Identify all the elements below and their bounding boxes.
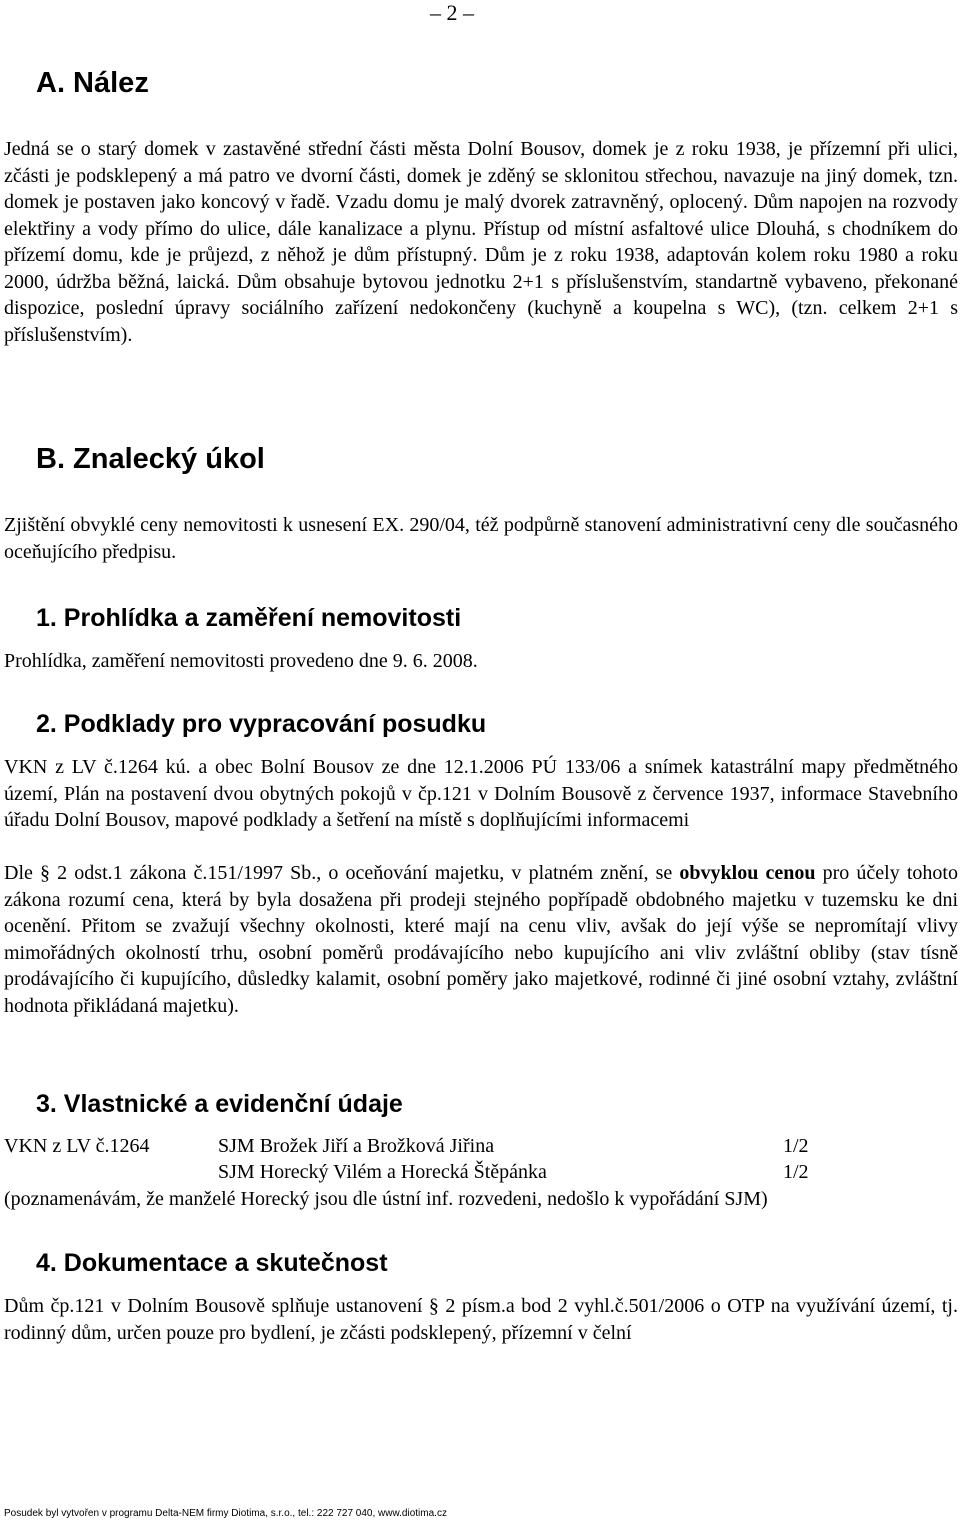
section-1-heading: 1. Prohlídka a zaměření nemovitosti <box>36 604 462 632</box>
section-4-heading: 4. Dokumentace a skutečnost <box>36 1249 388 1277</box>
law-text-after: pro účely tohoto zákona rozumí cena, která by byla dosažena při prodeji stejného popřípadě obdobného majetku v tuzemsku ke dni ocenění. Přitom se zvažují všechny okolnosti, které mají na cenu vliv, avšak do její výše se nepromítají vlivy mimořádných okolností trhu, osobní poměrů prodávajícího nebo kupujícího ani vliv zvláštní obliby (stav tísně prodávajícího či kupujícího, důsledky kalamit, osobní poměry jako majetkové, rodinné či jiné osobní vztahy, zvláštní hodnota přikládaná majetku). <box>4 862 958 1017</box>
owner-name: SJM Brožek Jiří a Brožková Jiřina <box>218 1135 495 1157</box>
footer-credit: Posudek byl vytvořen v programu Delta-NEM firmy Diotima, s.r.o., tel.: 222 727 040, www.diotima.cz <box>4 1508 447 1519</box>
ownership-note: (poznamenávám, že manželé Horecký jsou dle ústní inf. rozvedeni, nedošlo k vypořádání SJM) <box>4 1188 768 1210</box>
section-4-text: Dům čp.121 v Dolním Bousově splňuje ustanovení § 2 písm.a bod 2 vyhl.č.501/2006 o OTP na využívání území, tj. rodinný dům, určen pouze pro bydlení, je zčásti podsklepený, přízemní v čelní <box>4 1295 958 1344</box>
section-a-text: Jedná se o starý domek v zastavěné střední části města Dolní Bousov, domek je z roku 1938, je přízemní při ulici, zčásti je podsklepený a má patro ve dvorní části, domek je zděný se sklonitou střechou, navazuje na jiný domek, tzn. domek je postaven jako koncový v řadě. Vzadu domu je malý dvorek zatravněný, oplocený. Dům napojen na rozvody elektřiny a vody přímo do ulice, dále kanalizace a plynu. Přístup od místní asfaltové ulice Dlouhá, s chodníkem do přízemí domu, kde je průjezd, z něhož je dům přístupný. Dům je z roku 1938, adaptován kolem roku 1980 a roku 2000, údržba běžná, laická. Dům obsahuje bytovou jednotku 2+1 s příslušenstvím, standartně vybaveno, překonané dispozice, poslední úpravy sociálního zařízení nedokončeny (kuchyně a koupelna s WC), (tzn. celkem 2+1 s příslušenstvím). <box>4 138 958 346</box>
section-2-text: VKN z LV č.1264 kú. a obec Bolní Bousov ze dne 12.1.2006 PÚ 133/06 a snímek katastrální mapy předmětného území, Plán na postavení dvou obytných pokojů v čp.121 v Dolním Bousově z července 1937, informace Stavebního úřadu Dolní Bousov, mapové podklady a šetření na místě s doplňujícími informacemi <box>4 756 958 831</box>
section-b-heading: B. Znalecký úkol <box>36 443 265 475</box>
law-text-before: Dle § 2 odst.1 zákona č.151/1997 Sb., o oceňování majetku, v platném znění, se <box>4 862 680 884</box>
page-number: – 2 – <box>430 0 474 25</box>
owner-share: 1/2 <box>783 1135 809 1157</box>
section-b-text: Zjištění obvyklé ceny nemovitosti k usnesení EX. 290/04, též podpůrně stanovení administrativní ceny dle současného oceňujícího předpisu. <box>4 514 958 563</box>
section-2-law-text <box>4 860 958 1019</box>
owner-name: SJM Horecký Vilém a Horecká Štěpánka <box>218 1161 547 1183</box>
record-label: VKN z LV č.1264 <box>4 1135 150 1157</box>
section-a-heading: A. Nález <box>36 67 149 99</box>
section-3-heading: 3. Vlastnické a evidenční údaje <box>36 1090 403 1118</box>
owner-share: 1/2 <box>783 1161 809 1183</box>
law-text-bold: obvyklou cenou <box>679 862 816 884</box>
section-2-heading: 2. Podklady pro vypracování posudku <box>36 710 487 738</box>
section-1-text: Prohlídka, zaměření nemovitosti provedeno dne 9. 6. 2008. <box>4 650 478 672</box>
